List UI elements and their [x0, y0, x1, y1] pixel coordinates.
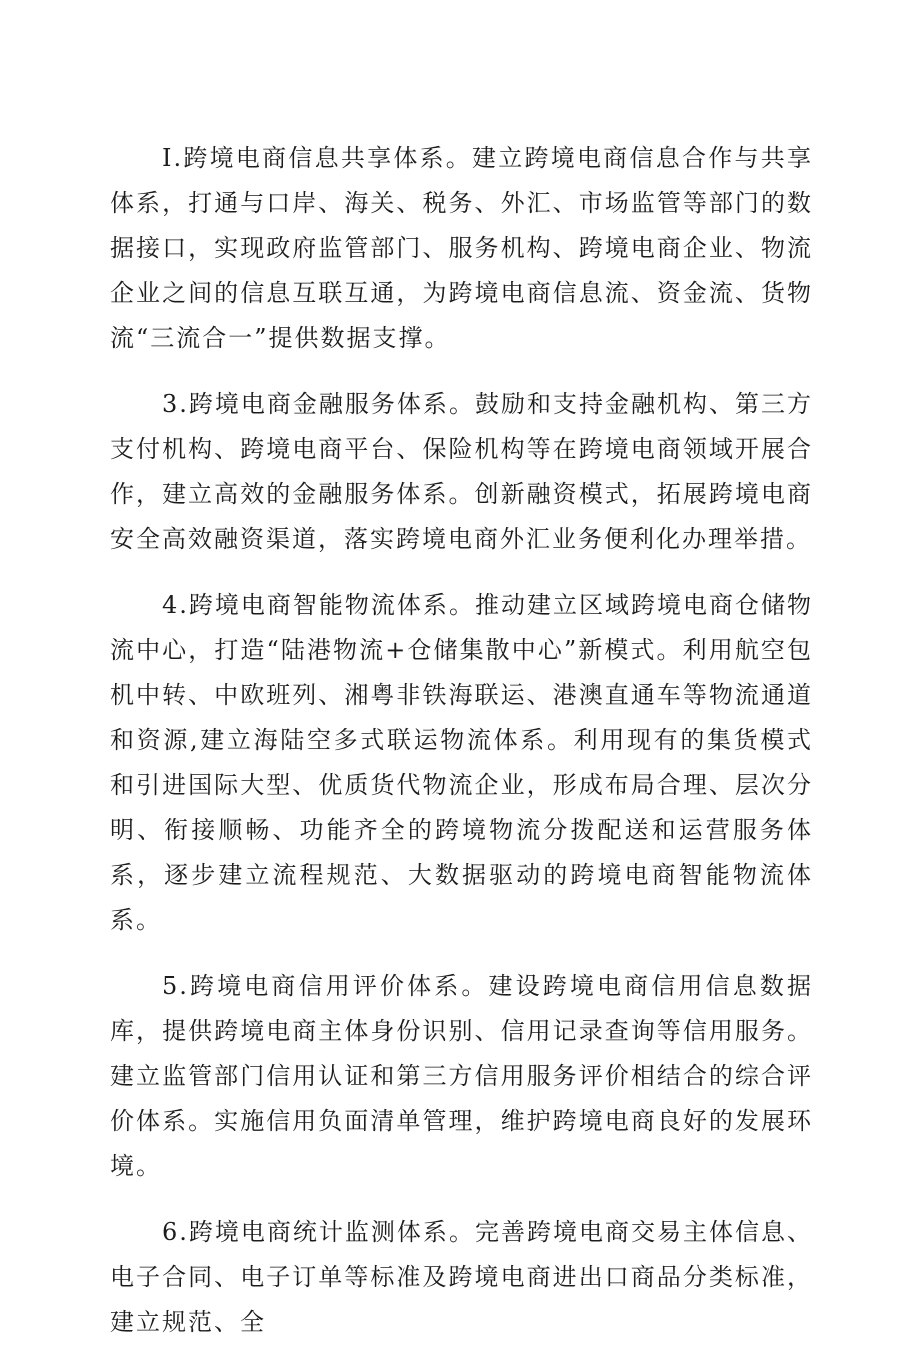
paragraph-smart-logistics: 4.跨境电商智能物流体系。推动建立区域跨境电商仓储物流中心，打造“陆港物流+仓储集散中心”新模式。利用航空包机中转、中欧班列、湘粤非铁海联运、港澳直通车等物流通道和资源,建立海陆空多式联运物流体系。利用现有的集货模式和引进国际大型、优质货代物流企业，形成布局合理、层次分明、衔接顺畅、功能齐全的跨境物流分拨配送和运营服务体系，逐步建立流程规范、大数据驱动的跨境电商智能物流体系。	[110, 591, 813, 934]
paragraph-credit-evaluation: 5.跨境电商信用评价体系。建设跨境电商信用信息数据库，提供跨境电商主体身份识别、信用记录查询等信用服务。建立监管部门信用认证和第三方信用服务评价相结合的综合评价体系。实施信用负面清单管理，维护跨境电商良好的发展环境。	[110, 972, 813, 1180]
paragraph-info-sharing: I.跨境电商信息共享体系。建立跨境电商信息合作与共享体系，打通与口岸、海关、税务、外汇、市场监管等部门的数据接口，实现政府监管部门、服务机构、跨境电商企业、物流企业之间的信息互联互通，为跨境电商信息流、资金流、货物流“三流合一”提供数据支撑。	[110, 144, 813, 352]
paragraph-financial-services: 3.跨境电商金融服务体系。鼓励和支持金融机构、第三方支付机构、跨境电商平台、保险机构等在跨境电商领域开展合作，建立高效的金融服务体系。创新融资模式，拓展跨境电商安全高效融资渠道，落实跨境电商外汇业务便利化办理举措。	[110, 390, 813, 553]
document-body	[110, 136, 813, 1366]
paragraph-statistics-monitoring: 6.跨境电商统计监测体系。完善跨境电商交易主体信息、电子合同、电子订单等标准及跨境电商进出口商品分类标准，建立规范、全	[110, 1218, 813, 1336]
